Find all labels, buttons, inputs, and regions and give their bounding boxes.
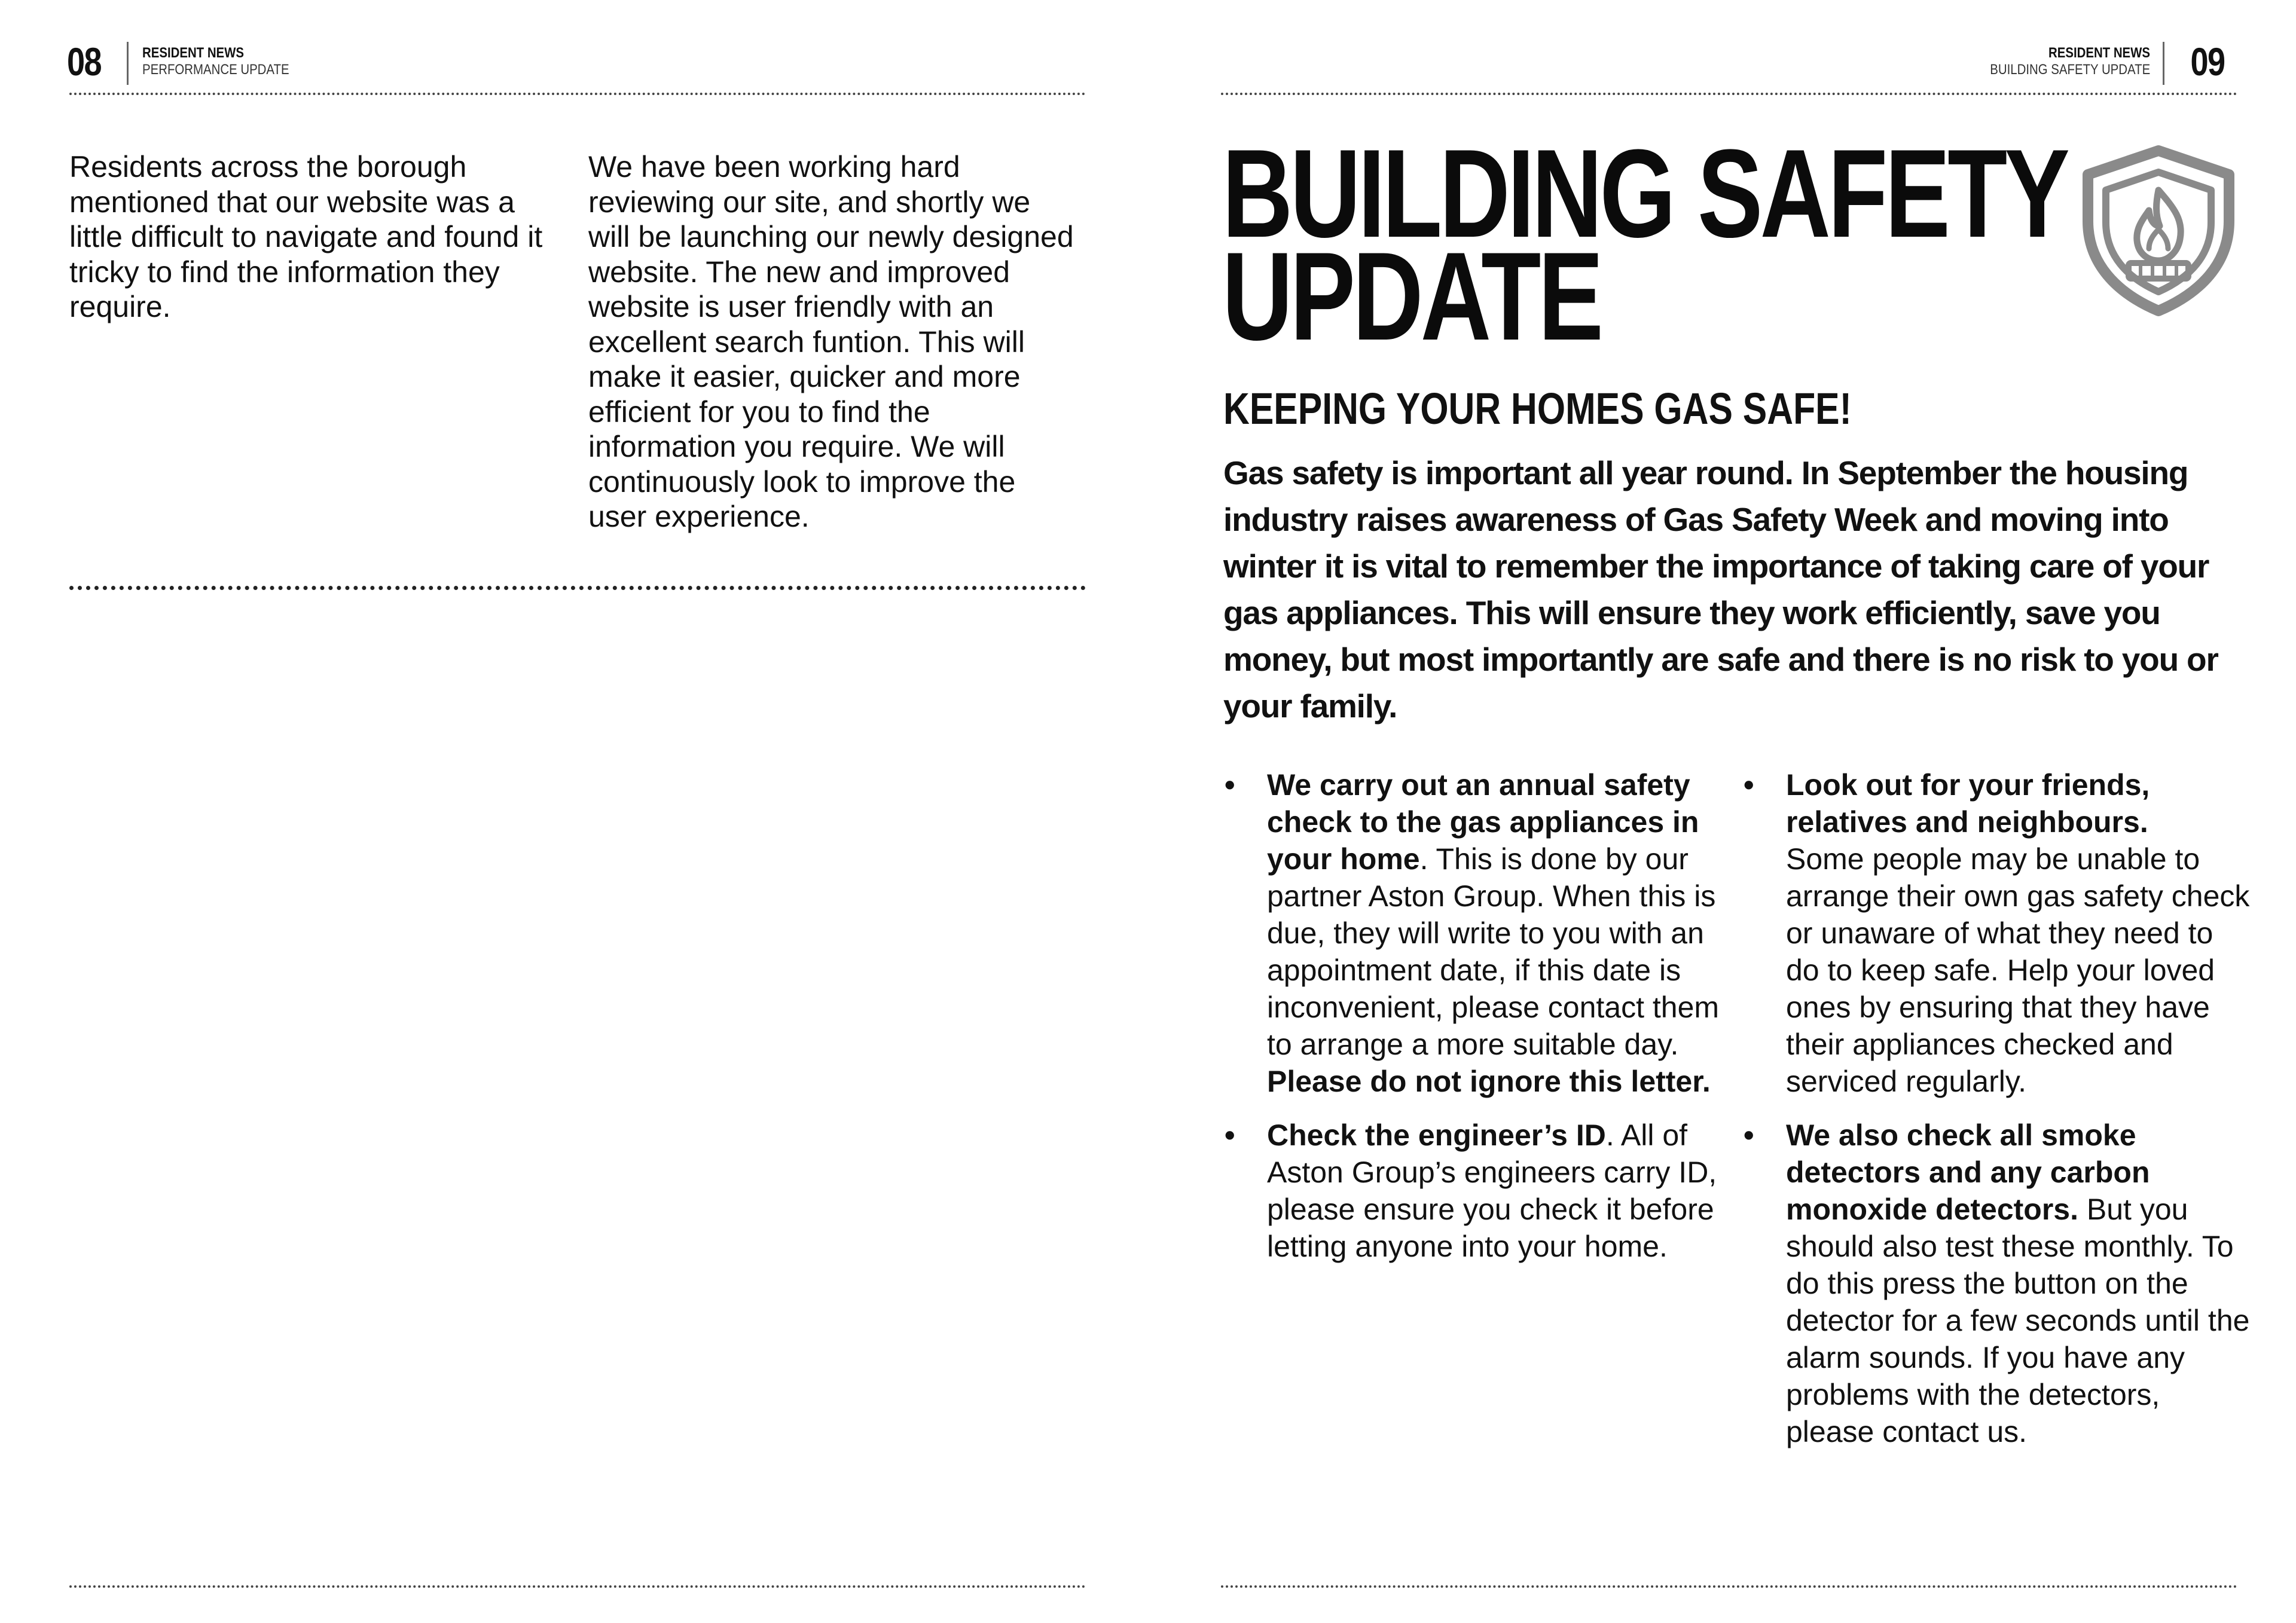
- bullet-annual-check-heading: We carry out an annual safety check to the gas appliances in your home: [1267, 768, 1699, 876]
- header-rule-left: [69, 93, 1086, 95]
- page-title-line-1: BUILDING SAFETY: [1222, 123, 2068, 264]
- page-title-line-2: UPDATE: [1222, 226, 1601, 366]
- bullet-annual-check-warning: Please do not ignore this letter.: [1267, 1065, 1711, 1098]
- bullet-smoke-detectors-heading: We also check all smoke detectors and any carbon monoxide detectors.: [1786, 1118, 2150, 1226]
- bullet-glyph: •: [1744, 768, 1754, 802]
- intro-paragraph: Gas safety is important all year round. In September the housing industry raises awareness of Gas Safety Week and moving into winter it is vital to remember the importance of taking care of your gas appliances. This will ensure they work efficiently, save you money, but most importantly are safe and there is no risk to you or your family.: [1223, 454, 2218, 725]
- gas-flame-shield-icon: [2078, 143, 2239, 317]
- bullet-glyph: •: [1225, 1118, 1235, 1152]
- bullet-list-right: [1742, 766, 2251, 1467]
- header-rule-right: [1221, 93, 2237, 95]
- website-text-column-1: [69, 149, 548, 325]
- footer-rule-left: [69, 1585, 1086, 1588]
- bullet-list-left: [1223, 766, 1732, 1282]
- bullet-annual-check: [1223, 766, 1732, 1100]
- bullet-friends-relatives-heading: Look out for your friends, relatives and neighbours.: [1786, 768, 2150, 839]
- bullet-annual-check-text: . This is done by our partner Aston Group. When this is due, they will write to you with an appointment date, if this date is inconvenient, please contact them to arrange a more suitable day.: [1267, 842, 1720, 1061]
- website-paragraph-1: Residents across the borough mentioned that our website was a little difficult to navigate and found it tricky to find the information they require.: [69, 150, 543, 323]
- website-paragraph-2: We have been working hard reviewing our site, and shortly we will be launching our newly designed website. The new and improved website is user friendly with an excellent search funtion. This will make it easier, quicker and more efficient for you to find the information you require. We will continuously look to improve the user experience.: [588, 150, 1074, 533]
- bullet-engineer-id: [1223, 1117, 1732, 1265]
- bullet-smoke-detectors-text: But you should also test these monthly. To do this press the button on the detector for a few seconds until the alarm sounds. If you have any problems with the detectors, please contact us.: [1786, 1193, 2250, 1448]
- website-text-column-2: [588, 149, 1079, 534]
- bullet-smoke-detectors: [1742, 1117, 2251, 1450]
- header-publication-right: RESIDENT NEWS: [2048, 45, 2150, 61]
- footer-rule-right: [1221, 1585, 2237, 1588]
- bullet-engineer-id-heading: Check the engineer’s ID: [1267, 1118, 1606, 1152]
- bullet-engineer-id-text: . All of Aston Group’s engineers carry ID, please ensure you check it before letting anyone into your home.: [1267, 1118, 1717, 1263]
- bullet-friends-relatives-text: Some people may be unable to arrange their own gas safety check or unaware of what they need to do to keep safe. Help your loved ones by ensuring that they have their appliances checked and serviced regularly.: [1786, 842, 2250, 1098]
- header-divider-right: [2163, 42, 2164, 85]
- section-rule-left: [69, 586, 1086, 590]
- page-number-left: 08: [67, 39, 101, 84]
- bullet-glyph: •: [1744, 1118, 1754, 1152]
- bullet-glyph: •: [1225, 768, 1235, 802]
- header-publication-left: RESIDENT NEWS: [142, 45, 245, 61]
- section-subtitle: KEEPING YOUR HOMES GAS SAFE!: [1223, 384, 1852, 433]
- header-divider-left: [127, 42, 129, 85]
- header-section-left: PERFORMANCE UPDATE: [142, 62, 289, 78]
- header-section-right: BUILDING SAFETY UPDATE: [1990, 62, 2150, 78]
- page-number-right: 09: [2190, 39, 2224, 84]
- header-right: [1866, 39, 2224, 85]
- bullet-friends-relatives: [1742, 766, 2251, 1100]
